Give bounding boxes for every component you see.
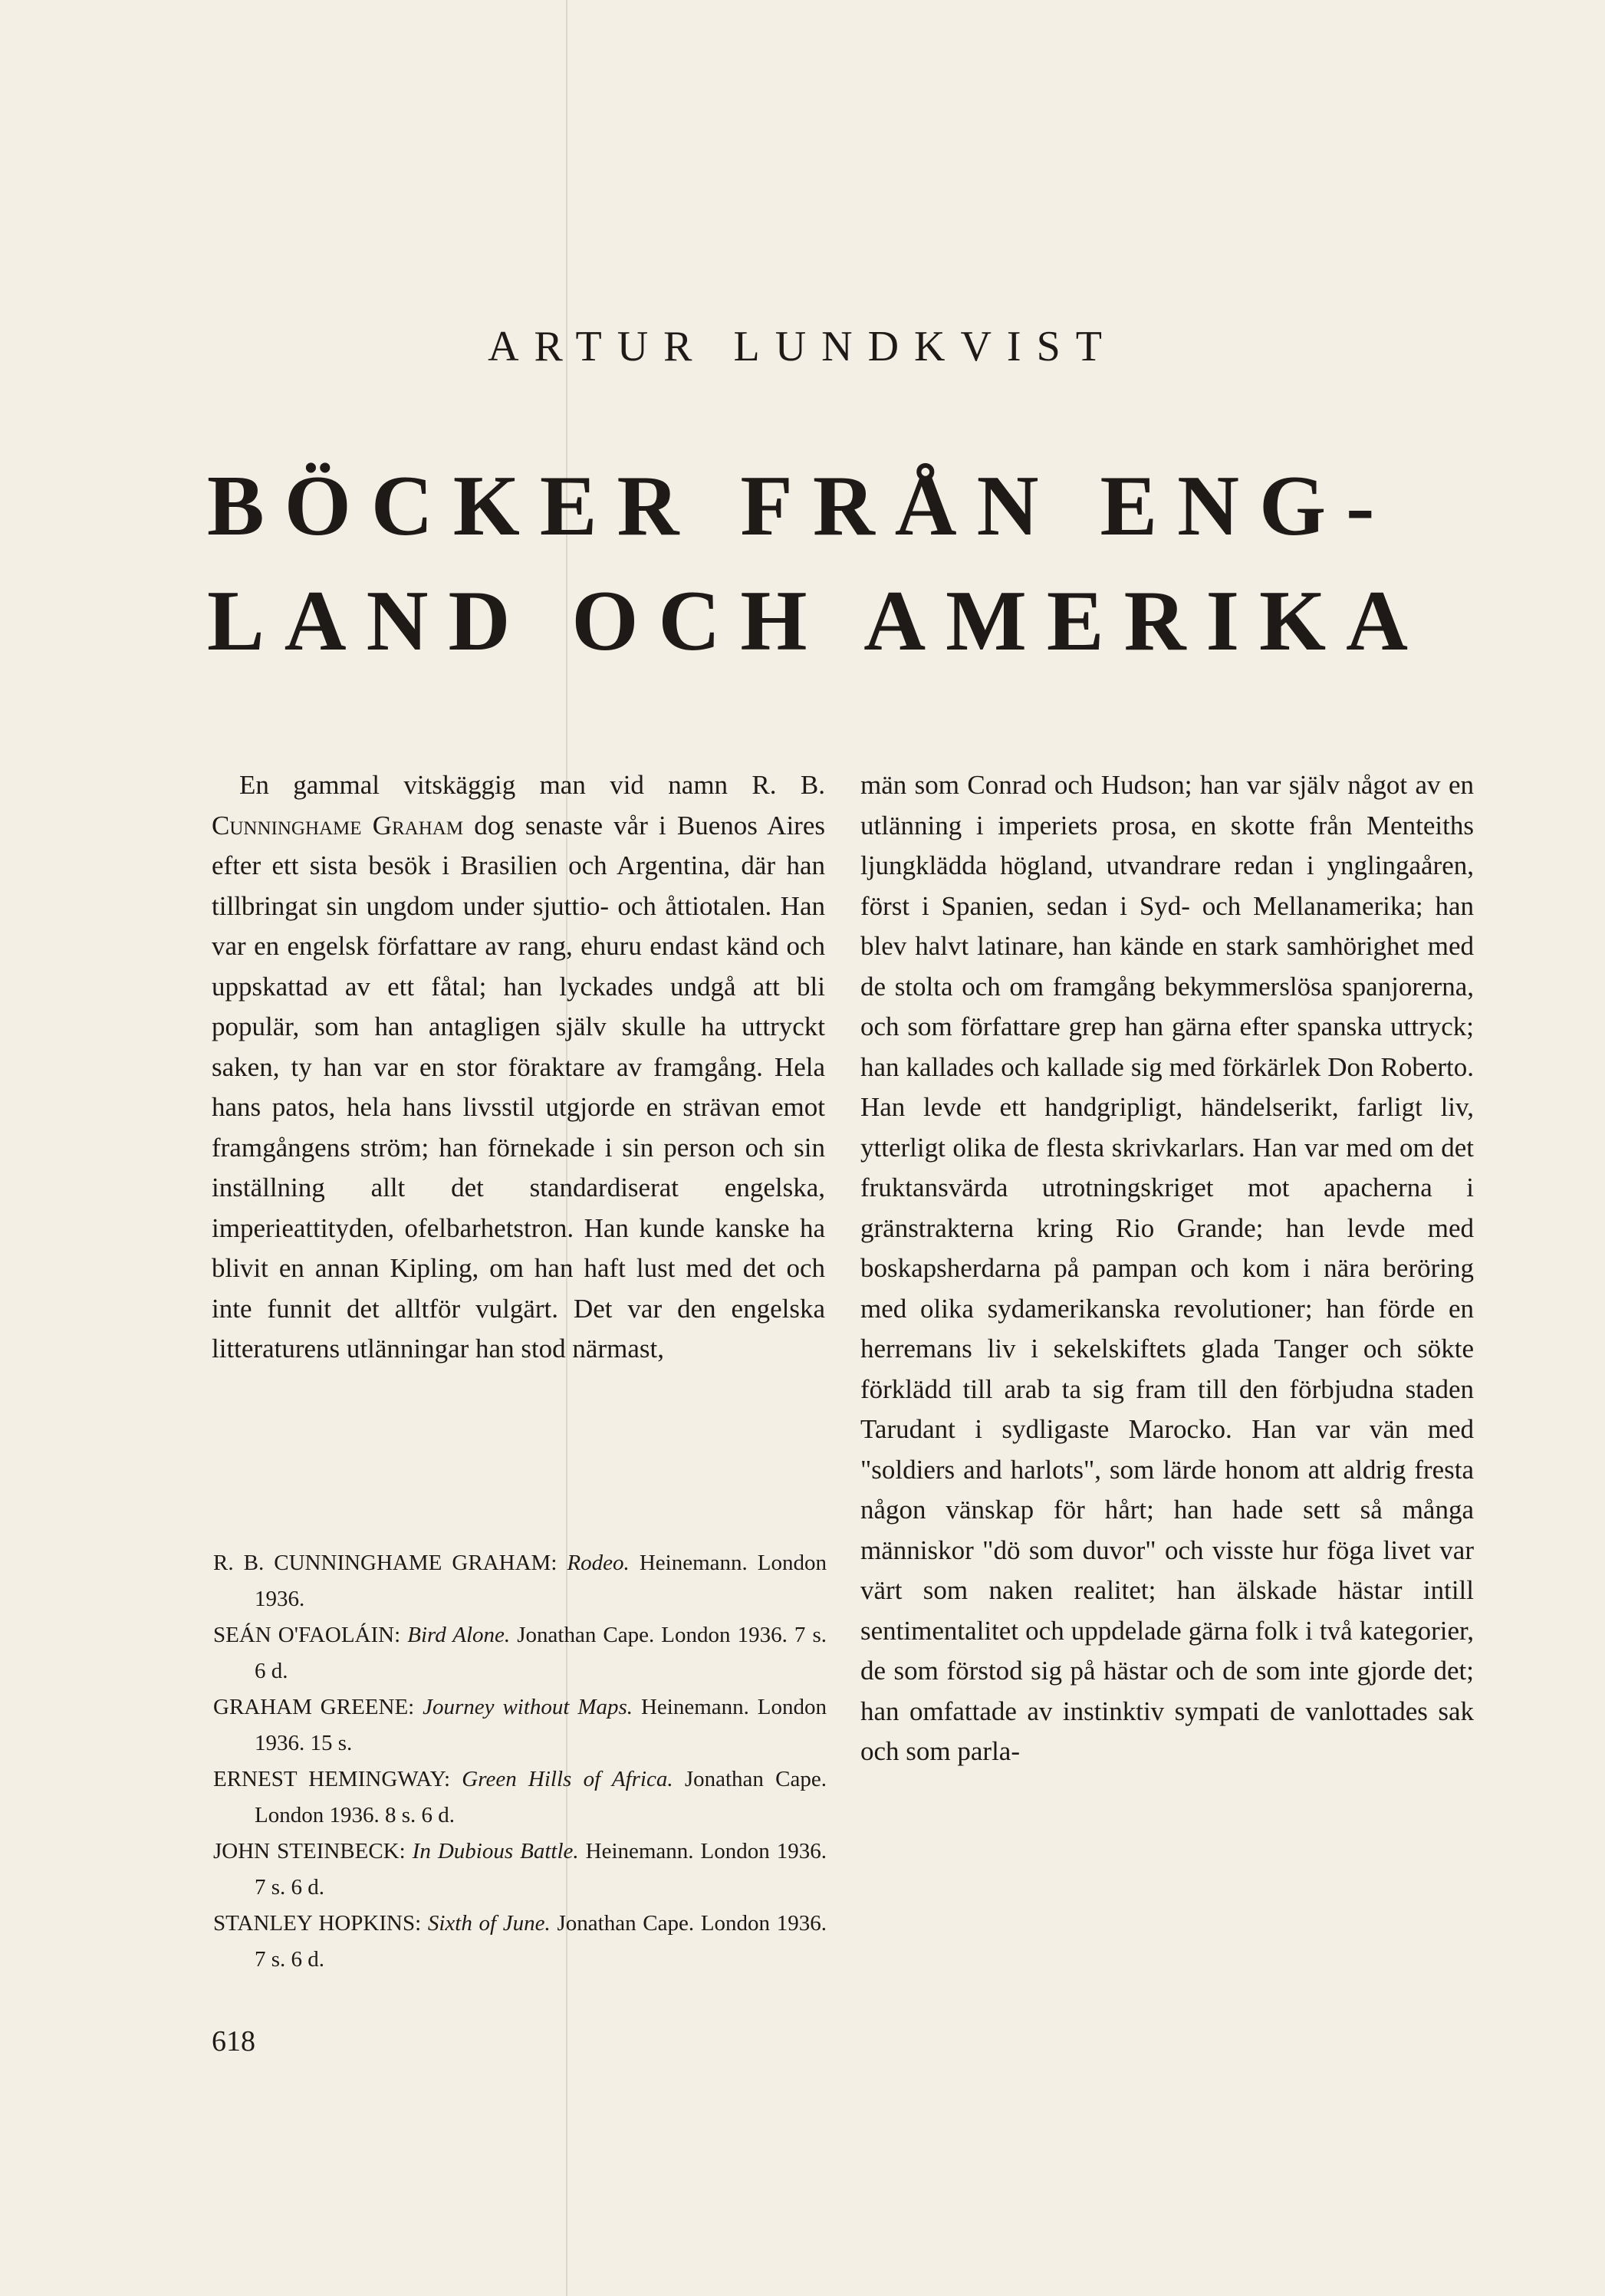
book-author: ERNEST HEMINGWAY: xyxy=(213,1767,451,1791)
book-reference xyxy=(213,1689,827,1761)
book-author: SEÁN O'FAOLÁIN: xyxy=(213,1623,401,1647)
book-publication: Heinemann. London 1936. xyxy=(255,1551,827,1611)
book-title: In Dubious Battle. xyxy=(412,1839,579,1863)
book-publication: Jonathan Cape. London 1936. 7 s. 6 d. xyxy=(255,1911,827,1972)
body-paragraph-left xyxy=(212,765,825,1370)
body-paragraph-right: män som Conrad och Hudson; han var själv något av en utlänning i imperiets prosa, en skotte från Menteiths ljungklädda högland, utvandrare redan i ynglingaåren, först i Spanien, sedan i Syd- och Mellanamerika; han blev halvt latinare, han kände en stark samhörighet med de stolta och om framgång bekymmerslösa spanjorerna, och som författare grep han gärna efter spanska uttryck; han kallades och kallade sig med förkärlek Don Roberto. Han levde ett handgripligt, händelserikt, farligt liv, ytterligt olika de flesta skrivkarlars. Han var med om det fruktansvärda utrotningskriget mot apacherna i gränstrakterna kring Rio Grande; han levde med boskapsherdarna på pampan och kom i nära beröring med olika sydamerikanska revolutioner; han förde en herremans liv i sekelskiftets glada Tanger och sökte förklädd till arab ta sig fram till den förbjudna staden Tarudant i sydligaste Marocko. Han var vän med "soldiers and harlots", som lärde honom att aldrig fresta någon vänskap för hårt; han hade sett så många människor "dö som duvor" och visste hur föga livet var värt som naken realitet; han älskade hästar intill sentimentalitet och uppdelade gärna folk i två kategorier, de som förstod sig på hästar och de som inte gjorde det; han omfattade av instinktiv sympati de vanlottades sak och som parla- xyxy=(860,770,1474,1766)
book-title: Bird Alone. xyxy=(407,1623,511,1647)
book-publication: Jonathan Cape. London 1936. 8 s. 6 d. xyxy=(255,1767,827,1827)
book-publication: Heinemann. London 1936. 15 s. xyxy=(255,1695,827,1755)
book-reference xyxy=(213,1761,827,1834)
book-reference xyxy=(213,1906,827,1978)
title-line-2: LAND OCH AMERIKA xyxy=(207,574,1429,669)
book-reference xyxy=(213,1545,827,1617)
body-column-right xyxy=(860,765,1474,1772)
book-title: Rodeo. xyxy=(567,1551,630,1575)
reviewed-books-list xyxy=(213,1545,827,1978)
book-author: STANLEY HOPKINS: xyxy=(213,1911,422,1936)
article-title xyxy=(207,449,1495,679)
book-reference xyxy=(213,1617,827,1689)
book-publication: Heinemann. London 1936. 7 s. 6 d. xyxy=(255,1839,827,1900)
body-column-left xyxy=(212,765,825,1370)
book-reference xyxy=(213,1834,827,1906)
body-text-intro: En gammal vitskäggig man vid namn R. B. xyxy=(239,770,825,800)
book-title: Journey without Maps. xyxy=(423,1695,633,1719)
body-text-left: dog senaste vår i Buenos Aires efter ett sista besök i Brasilien och Argentina, där han tillbringat sin ungdom under sjuttio- och åttiotalen. Han var en engelsk författare av rang, ehuru endast känd och uppskattad av ett fåtal; han lyckades undgå att bli populär, som han antagligen själv skulle ha uttryckt saken, ty han var en stor föraktare av framgång. Hela hans patos, hela hans livsstil utgjorde en strävan emot framgångens ström; han förnekade i sin person och sin inställning allt det standardiserat engelska, imperieattityden, ofelbarhetstron. Han kunde kanske ha blivit en annan Kipling, om han haft lust med det och inte funnit det alltför vulgärt. Det var den engelska litteraturens utlänningar han stod närmast, xyxy=(212,810,825,1363)
book-publication: Jonathan Cape. London 1936. 7 s. 6 d. xyxy=(255,1623,827,1683)
book-author: R. B. CUNNINGHAME GRAHAM: xyxy=(213,1551,557,1575)
book-title: Sixth of June. xyxy=(427,1911,551,1936)
title-line-1: BÖCKER FRÅN ENG- xyxy=(207,459,1395,554)
author-name: ARTUR LUNDKVIST xyxy=(488,323,1117,370)
book-title: Green Hills of Africa. xyxy=(462,1767,673,1791)
page-number: 618 xyxy=(212,2025,255,2058)
book-author: JOHN STEINBECK: xyxy=(213,1839,406,1863)
book-author: GRAHAM GREENE: xyxy=(213,1695,415,1719)
author-name-smallcaps: Cunninghame Graham xyxy=(212,810,464,840)
